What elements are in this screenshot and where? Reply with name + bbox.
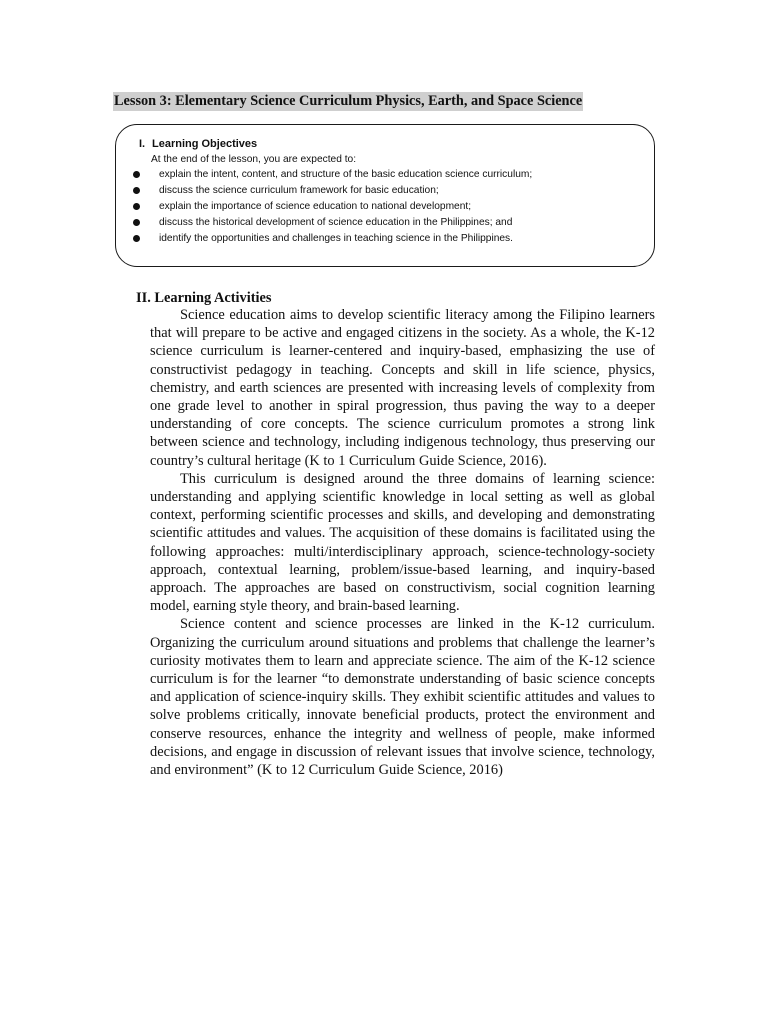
objective-item <box>116 183 654 199</box>
learning-objectives-box <box>115 124 655 267</box>
activities-body <box>150 306 655 779</box>
bullet-icon <box>133 235 140 242</box>
paragraph: Science content and science processes are linked in the K-12 curriculum. Organizing the curriculum around situations and problems that challenge the learner’s curiosity motivates them to learn and appreciate science. The aim of the K-12 science curriculum is for the learner “to demonstrate understanding of basic science concepts and application of science-inquiry skills. They exhibit scientific attitudes and values to solve problems critically, innovate beneficial products, protect the environment and conserve resources, enhance the integrity and wellness of people, make informed decisions, and engage in discussion of relevant issues that involve science, technology, and environment” (K to 12 Curriculum Guide Science, 2016) <box>150 616 655 779</box>
objective-item <box>116 167 654 183</box>
activities-heading: II. Learning Activities <box>136 290 272 306</box>
objective-text: identify the opportunities and challenges in teaching science in the Philippines. <box>159 233 513 244</box>
paragraph: This curriculum is designed around the three domains of learning science: understanding and applying scientific knowledge in local setting as well as global context, performing scientific processes and skills, and developing and demonstrating scientific attitudes and values. The acquisition of these domains is facilitated using the following approaches: multi/interdisciplinary approach, science-technology-society approach, contextual learning, problem/issue-based learning, and inquiry-based approach. The approaches are based on constructivism, social cognition learning model, earning style theory, and brain-based learning. <box>150 470 655 615</box>
objectives-number: I. <box>139 138 146 150</box>
objective-item <box>116 215 654 231</box>
objective-text: discuss the science curriculum framework for basic education; <box>159 185 439 196</box>
objective-text: explain the intent, content, and structure of the basic education science curriculum; <box>159 169 533 180</box>
objective-text: discuss the historical development of science education in the Philippines; and <box>159 217 513 228</box>
objective-item <box>116 231 654 247</box>
objectives-heading <box>139 137 257 152</box>
lesson-title: Lesson 3: Elementary Science Curriculum Physics, Earth, and Space Science <box>114 93 583 109</box>
objective-text: explain the importance of science education to national development; <box>159 201 472 212</box>
objective-item <box>116 199 654 215</box>
paragraph: Science education aims to develop scientific literacy among the Filipino learners that will prepare to be active and engaged citizens in the society. As a whole, the K-12 science curriculum is learner-centered and inquiry-based, emphasizing the use of constructivist pedagogy in teaching. Concepts and skill in life science, physics, chemistry, and earth sciences are presented with increasing levels of complexity from one grade level to another in spiral progression, thus paving the way to a deeper understanding of core concepts. The science curriculum promotes a strong link between science and technology, including indigenous technology, thus preserving our country’s cultural heritage (K to 1 Curriculum Guide Science, 2016). <box>150 307 655 469</box>
objectives-intro: At the end of the lesson, you are expected to: <box>151 154 357 165</box>
bullet-icon <box>133 203 140 210</box>
bullet-icon <box>133 187 140 194</box>
objectives-heading-text: Learning Objectives <box>152 138 258 150</box>
objectives-list <box>116 167 654 247</box>
bullet-icon <box>133 171 140 178</box>
bullet-icon <box>133 219 140 226</box>
